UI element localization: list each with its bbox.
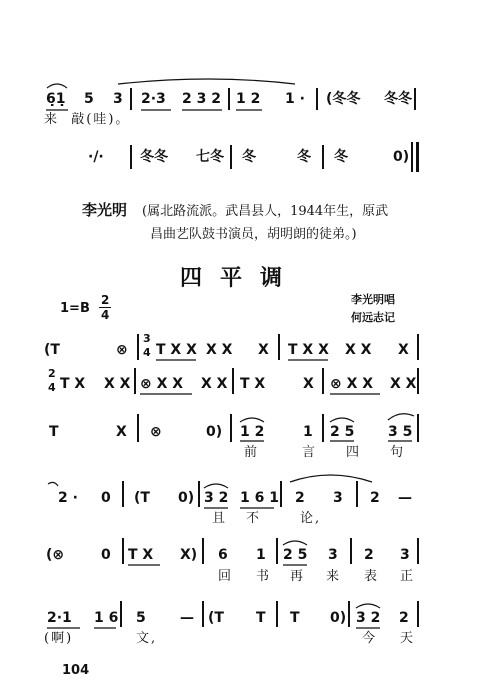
bio-line-1: (属北路流派。武昌县人，1944年生，原武 [142, 204, 389, 219]
lyric: 且 [212, 511, 228, 526]
page-number: 104 [62, 663, 90, 678]
note: 2 [370, 490, 380, 506]
singer-credit: 李光明唱 [351, 293, 395, 306]
note: 2 3 2 [182, 91, 221, 107]
note: X [398, 342, 409, 358]
slur [48, 482, 58, 486]
note: 6 [218, 547, 228, 563]
note: 6̣1̣ [46, 91, 66, 107]
note: 0) [330, 610, 347, 626]
note: T [256, 610, 266, 626]
lyric: 四 [346, 445, 362, 460]
note: 3 [400, 547, 410, 563]
time-change-top: 2 [48, 367, 56, 380]
note: 冬冬 [384, 91, 412, 107]
note: T X [240, 376, 266, 392]
slur [118, 79, 295, 84]
note: T X X [156, 342, 197, 358]
note: 1 2 [240, 424, 265, 440]
note: T [49, 424, 59, 440]
note: 0) [206, 424, 223, 440]
note: 2 5 [330, 424, 355, 440]
note: 5 [84, 91, 94, 107]
lyric: 今 [362, 631, 378, 646]
lyric: 回 [218, 569, 234, 584]
note: 2 [364, 547, 374, 563]
slur [356, 604, 380, 608]
note: X X [206, 342, 233, 358]
note: X X [104, 376, 131, 392]
lyric: 论, [300, 511, 322, 526]
note: 2·3 [141, 91, 166, 107]
lyric: 前 [244, 445, 260, 460]
note: (T [134, 490, 150, 506]
lyric: 言 [302, 445, 318, 460]
slur [47, 84, 67, 88]
note: T X [60, 376, 86, 392]
note: X) [180, 547, 198, 563]
time-sig-top: 2 [101, 293, 110, 307]
key-signature: 1=B [60, 301, 90, 316]
song-title: 四平调 [180, 266, 301, 291]
performer-name: 李光明 [82, 201, 128, 219]
note: (⊗ [46, 547, 65, 563]
note: 2·1 [47, 610, 72, 626]
note: 2 [295, 490, 305, 506]
slur [388, 414, 414, 420]
note: ⊗ [150, 424, 162, 440]
note: ⊗ X X [140, 376, 184, 392]
lyric: 文, [136, 631, 158, 646]
note: 0) [178, 490, 195, 506]
note: 3 [328, 547, 338, 563]
slur [283, 541, 307, 545]
note: 5 [136, 610, 146, 626]
lyric: 来 [326, 569, 342, 584]
note: 七冬 [196, 149, 224, 165]
note: 0 [101, 547, 111, 563]
note: X [116, 424, 127, 440]
time-change-bottom: 4 [48, 381, 56, 394]
lyric: 表 [364, 569, 380, 584]
note: 3 2 [356, 610, 381, 626]
note: 1 [303, 424, 313, 440]
note: 3 [113, 91, 123, 107]
note: 1 2 [236, 91, 261, 107]
note: 2 5 [283, 547, 308, 563]
note: X X [345, 342, 372, 358]
time-change-bottom: 4 [143, 346, 151, 359]
note: 1 6 1 [240, 490, 279, 506]
note: 冬冬 [140, 149, 168, 165]
note: (冬冬 [326, 91, 361, 107]
note: 0 [101, 490, 111, 506]
recorder-credit: 何远志记 [351, 311, 395, 324]
lyric: 句 [390, 445, 406, 460]
note: X [303, 376, 314, 392]
note: (T [44, 342, 60, 358]
slur [330, 418, 354, 422]
slur [290, 475, 372, 482]
note: 3 [333, 490, 343, 506]
lyric: 不 [246, 511, 262, 526]
note: 3 5 [388, 424, 413, 440]
time-change-top: 3 [143, 332, 151, 345]
bio-line-2: 昌曲艺队鼓书演员，胡明朗的徒弟。) [150, 227, 357, 242]
note: X X [390, 376, 417, 392]
note: T [290, 610, 300, 626]
lyrics-line: 来 敲(哇)。 [44, 112, 131, 127]
note: (T [208, 610, 224, 626]
note: — [398, 490, 412, 506]
repeat-sign: ∙/∙ [88, 149, 104, 165]
slur [240, 418, 264, 422]
note: T X [128, 547, 154, 563]
note: 1 [256, 547, 266, 563]
lyric: (啊) [44, 631, 74, 646]
note: 1 6 [94, 610, 119, 626]
lyric: 书 [256, 569, 272, 584]
note: 0) [393, 149, 410, 165]
note: 3 2 [204, 490, 229, 506]
note: — [180, 610, 194, 626]
note: T X X [288, 342, 329, 358]
note: 2 · [58, 490, 78, 506]
note: 1 · [285, 91, 305, 107]
slur [204, 484, 228, 488]
note: 冬 [297, 149, 311, 165]
note: 冬 [334, 149, 348, 165]
note: 2 [399, 610, 409, 626]
lyric: 再 [290, 569, 306, 584]
note: 冬 [242, 149, 256, 165]
lyric: 正 [400, 569, 416, 584]
note: X X [201, 376, 228, 392]
time-sig-bottom: 4 [101, 308, 110, 322]
note: X [258, 342, 269, 358]
lyric: 天 [400, 631, 416, 646]
note: ⊗ [116, 342, 128, 358]
note: ⊗ X X [330, 376, 374, 392]
